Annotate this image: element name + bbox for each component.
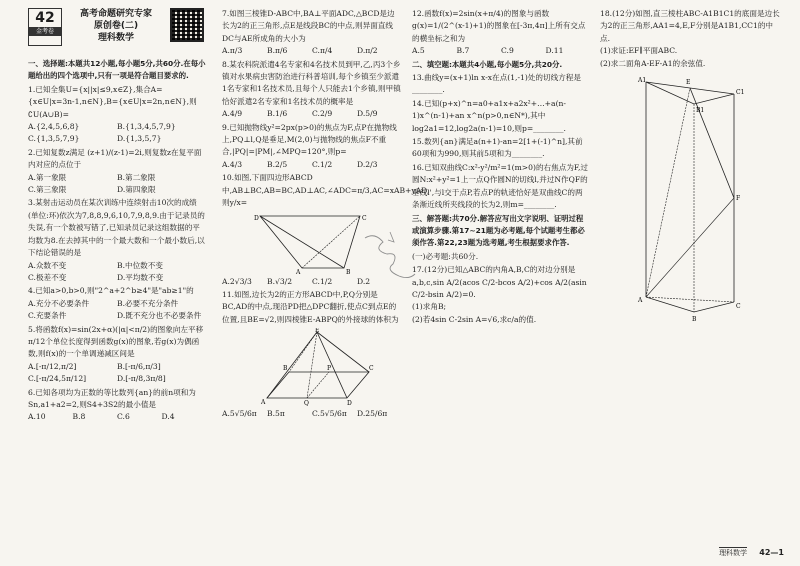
question-12-options xyxy=(412,45,590,57)
question-2-stem: 2.已知复数z满足 (z+1)/(z-1)=2i,则复数z在复平面内对应的点位于 xyxy=(28,147,202,170)
option-a: A.4/3 xyxy=(222,159,243,169)
question-8-stem: 8.某农科院派遣4名专家和4名技术员到甲,乙,丙3个乡镇对水果病虫害防治进行科普培训,每个乡镇至少派遣1名专家和1名技术员,且每个人只能去1个乡镇,则甲镇恰好派遣2名专家和1名技术员的概率是 xyxy=(222,59,401,106)
section-1-heading: 一、选择题:本题共12小题,每小题5分,共60分.在每小题给出的四个选项中,只有一项是符合题目要求的. xyxy=(28,59,206,81)
question-5 xyxy=(28,324,206,386)
option-c: C.π/4 xyxy=(312,46,333,56)
option-c: C.6 xyxy=(117,412,130,422)
question-3 xyxy=(28,197,206,284)
question-15: 15.数列{an}满足a(n+1)-an=2[1+(-1)^n],其前60项和为990,则其前5项和为________. xyxy=(412,137,583,159)
question-17-stem: 17.(12分)已知△ABC的内角A,B,C的对边分别是a,b,c,sin A/2(acos C/2-bcos A/2)+cos A/2(asin C/2-bsin A/2)=0. xyxy=(412,265,587,299)
title-line-2: 原创卷(二) xyxy=(93,21,139,31)
column-3 xyxy=(412,8,590,327)
label-b: B xyxy=(283,365,288,373)
footer-page-number: 42—1 xyxy=(759,548,784,557)
label-b1: B1 xyxy=(696,107,705,115)
label-c: C xyxy=(362,214,367,222)
question-10-options xyxy=(222,276,402,288)
badge-number: 42 xyxy=(35,10,55,26)
option-c: C.充要条件 xyxy=(28,311,67,321)
option-b: B.2/5 xyxy=(267,159,288,169)
question-11 xyxy=(222,289,402,421)
option-b: B.中位数不变 xyxy=(117,260,163,270)
question-9-stem: 9.已知抛物线y²=2px(p>0)的焦点为F,点P在抛物线上,PQ⊥l,Q是垂足,M(2,0)与抛物线的焦点F不重合,|PQ|=|PM|,∠MPQ=120°,则p= xyxy=(222,122,397,157)
section-3-heading: 三、解答题:共70分.解答应写出文字说明、证明过程或演算步骤.第17~21题为必考题,每个试题考生都必须作答.第22,23题为选考题,考生根据要求作答. xyxy=(412,213,585,248)
label-q: Q xyxy=(304,400,309,407)
label-a1: A1 xyxy=(638,77,647,85)
question-9 xyxy=(222,122,402,172)
prism-figure xyxy=(636,72,746,322)
option-b: B.必要不充分条件 xyxy=(117,298,179,308)
option-d: D.[-π/8,3π/8] xyxy=(117,374,166,384)
question-11-stem: 11.如图,边长为2的正方形ABCD中,P,Q分别是BC,AD的中点,现沿PD把△DPC翻折,使点C到点E的位置,且BE=√2,则四棱锥E-ABPQ的外接球的体积为 xyxy=(222,289,399,324)
question-14: 14.已知(p+x)^n=a0+a1x+a2x²+…+a(n-1)x^(n-1)+an x^n(p>0,n∈N*),其中log2a1=12,log2a(n-1)=10,则p=________. xyxy=(412,98,566,133)
label-f: F xyxy=(736,195,741,203)
option-a: A.5√5/6π xyxy=(222,409,257,419)
option-a: A.10 xyxy=(28,412,46,422)
question-3-options xyxy=(28,260,206,285)
title-line-1: 高考命题研究专家 xyxy=(79,9,152,19)
option-c: C.极差不变 xyxy=(28,272,67,282)
option-a: A.π/3 xyxy=(222,46,243,56)
option-b: B.第二象限 xyxy=(117,172,156,182)
option-b: B.8 xyxy=(72,412,86,422)
option-a: A.第一象限 xyxy=(28,172,67,182)
exam-title xyxy=(68,8,164,44)
question-7 xyxy=(222,8,402,58)
option-a: A.5 xyxy=(412,46,425,56)
option-d: D.{1,3,5,7} xyxy=(117,134,162,144)
question-6-options xyxy=(28,411,206,423)
question-7-options xyxy=(222,45,402,57)
question-5-options xyxy=(28,361,206,386)
option-b: B.7 xyxy=(456,46,470,56)
option-d: D.第四象限 xyxy=(117,185,156,195)
column-4 xyxy=(600,8,782,324)
question-12 xyxy=(412,8,590,58)
quadrilateral-figure xyxy=(252,212,372,274)
qr-code-icon xyxy=(170,8,204,42)
option-b: B.√3/2 xyxy=(267,276,293,286)
label-d: D xyxy=(347,400,352,407)
label-a: A xyxy=(296,268,301,274)
question-17 xyxy=(412,264,590,326)
question-7-stem: 7.如图三棱锥D-ABC中,BA⊥平面ADC,△BCD是边长为2的正三角形,点E是线段BC的中点,则异面直线DC与AE所成角的大小为 xyxy=(222,9,395,43)
question-1 xyxy=(28,84,206,146)
question-6-stem: 6.已知各项均为正数的等比数列{an}的前n项和为Sn,a1+a2=2,则S4+3S2的最小值是 xyxy=(28,387,196,409)
page-footer xyxy=(719,548,784,558)
exam-badge xyxy=(28,8,62,46)
pyramid-figure xyxy=(247,328,377,406)
option-a: A.2√3/3 xyxy=(222,276,252,286)
question-10-stem: 10.如图,下面四边形ABCD中,AB⊥BC,AB=BC,AD⊥AC,∠ADC=π/3,AC=xAB+yAD,则y/x= xyxy=(222,173,430,208)
label-a: A xyxy=(261,399,266,407)
option-d: D.π/2 xyxy=(357,46,378,56)
option-c: C.9 xyxy=(501,46,514,56)
option-c: C.2/9 xyxy=(312,109,333,119)
option-d: D.2/3 xyxy=(357,159,378,169)
title-line-3: 理科数学 xyxy=(97,33,134,43)
exam-header xyxy=(28,8,206,54)
option-c: C.1/2 xyxy=(312,159,333,169)
question-10 xyxy=(222,172,430,288)
question-18-stem: 18.(12分)如图,直三棱柱ABC-A1B1C1的底面是边长为2的正三角形,AA1=4,E,F分别是A1B1,CC1的中点. xyxy=(600,9,780,43)
question-12-stem: 12.函数f(x)=2sin(x+π/4)的图象与函数g(x)=1/(2^(x-1)+1)的图象在[-3π,4π]上所有交点的横坐标之和为 xyxy=(412,9,586,43)
option-d: D.既不充分也不必要条件 xyxy=(117,311,202,321)
label-c: C xyxy=(736,303,741,311)
option-c: C.{1,3,5,7,9} xyxy=(28,134,80,144)
question-18 xyxy=(600,8,782,322)
question-11-options xyxy=(222,408,402,420)
question-8 xyxy=(222,59,402,121)
question-1-options xyxy=(28,121,206,146)
question-18-part-1: (1)求证:EF∥平面ABC. xyxy=(600,46,678,56)
label-p: P xyxy=(327,365,332,373)
option-a: A.4/9 xyxy=(222,109,243,119)
question-8-options xyxy=(222,108,402,120)
label-c: C xyxy=(369,365,374,373)
question-13: 13.曲线y=(x+1)ln x-x在点(1,-1)处的切线方程是________. xyxy=(412,73,581,95)
label-b: B xyxy=(346,268,351,274)
option-a: A.{2,4,5,6,8} xyxy=(28,122,80,132)
question-2 xyxy=(28,147,206,197)
section-3a-heading: (一)必考题:共60分. xyxy=(412,251,479,261)
option-c: C.5√5/6π xyxy=(312,409,347,419)
option-c: C.第三象限 xyxy=(28,185,67,195)
question-4-stem: 4.已知a>0,b>0,则"2^a+2^b≥4"是"ab≥1"的 xyxy=(28,286,194,296)
option-b: B.{1,3,4,5,7,9} xyxy=(117,122,176,132)
option-d: D.11 xyxy=(545,46,564,56)
label-e: E xyxy=(686,79,691,87)
label-e: E xyxy=(315,328,320,335)
option-d: D.5/9 xyxy=(357,109,378,119)
label-b: B xyxy=(692,316,697,323)
question-4 xyxy=(28,285,206,322)
question-9-options xyxy=(222,159,402,171)
option-b: B.π/6 xyxy=(267,46,288,56)
option-a: A.众数不变 xyxy=(28,260,67,270)
option-c: C.1/2 xyxy=(312,276,333,286)
option-b: B.5π xyxy=(267,409,285,419)
option-d: D.25/6π xyxy=(357,409,388,419)
option-d: D.4 xyxy=(161,412,175,422)
option-a: A.[-π/12,π/2] xyxy=(28,361,77,371)
question-5-stem: 5.将函数f(x)=sin(2x+α)(|α|<π/2)的图象向左平移π/12个单位长度得到函数g(x)的图象,若g(x)为偶函数,则f(x)的一个单调递减区间是 xyxy=(28,324,204,359)
option-d: D.平均数不变 xyxy=(117,272,164,282)
question-17-part-1: (1)求角B; xyxy=(412,302,447,312)
option-b: B.1/6 xyxy=(267,109,288,119)
section-2-heading: 二、填空题:本题共4小题,每小题5分,共20分. xyxy=(412,59,563,69)
question-4-options xyxy=(28,298,206,323)
question-3-stem: 3.某射击运动员在某次训练中连续射击10次的成绩(单位:环)依次为7,8,8,9,6,10,7,9,8,9.由于记录员的失误,有一个数被写错了,已知录员记录这组数据的平均数为8.在去掉其中的一个最大数和一个最小数后,以下结论错误的是 xyxy=(28,198,205,258)
column-1 xyxy=(28,8,206,425)
question-2-options xyxy=(28,172,206,197)
label-a: A xyxy=(638,297,643,305)
badge-label: 金考卷 xyxy=(29,27,61,36)
label-d: D xyxy=(254,214,259,222)
question-17-part-2: (2)若4sin C-2sin A=√6,求c/a的值. xyxy=(412,314,537,324)
option-b: B.[-π/6,π/3] xyxy=(117,361,161,371)
option-a: A.充分不必要条件 xyxy=(28,298,90,308)
footer-subject: 理科数学 xyxy=(719,549,748,557)
question-18-part-2: (2)求二面角A-EF-A1的余弦值. xyxy=(600,58,706,68)
label-c1: C1 xyxy=(736,89,745,97)
question-1-stem: 1.已知全集U={x||x|≤9,x∈Z},集合A={x∈U|x=3n-1,n∈N},B={x∈U|x=2n,n∈N},则∁U(A∪B)= xyxy=(28,84,197,119)
question-16: 16.已知双曲线C:x²-y²/m²=1(m>0)的右焦点为F,过圆N:x²+y²=1上一点Q作圆N的切线l,并过N作QF的垂线l',与l交于点P,若点P的轨迹恰好是双曲线C的两条渐近线所夹线段的长为2,则m=________. xyxy=(412,162,589,210)
question-6 xyxy=(28,387,206,424)
option-d: D.2 xyxy=(357,276,371,286)
option-c: C.[-π/24,5π/12] xyxy=(28,374,87,384)
